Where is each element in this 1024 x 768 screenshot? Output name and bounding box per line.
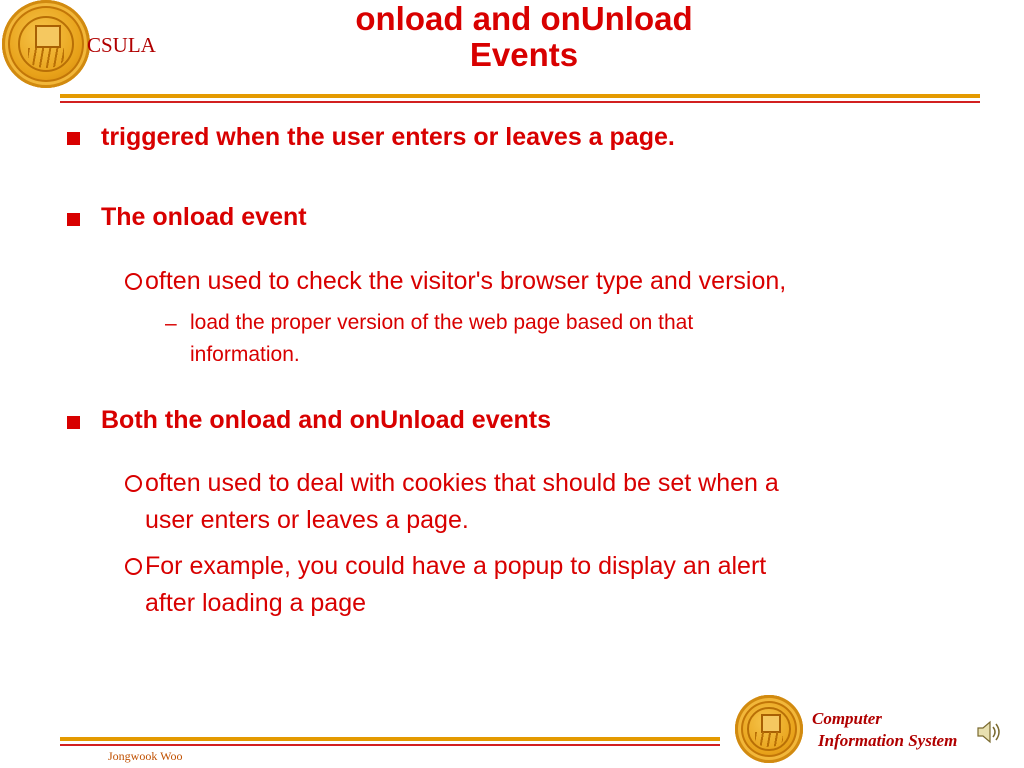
square-bullet-icon xyxy=(67,132,80,145)
speaker-icon[interactable] xyxy=(975,718,1003,746)
slide-title-line1: onload and onUnload xyxy=(355,0,693,37)
dash-bullet-icon: – xyxy=(165,312,177,335)
sub-bullet-popup-line1: For example, you could have a popup to display an alert xyxy=(145,552,767,580)
sub-bullet-popup-line2: after loading a page xyxy=(145,589,367,617)
author-name: Jongwook Woo xyxy=(108,749,183,763)
ring-bullet-icon xyxy=(125,273,142,290)
sub-sub-bullet-load-version xyxy=(190,307,693,371)
sub-sub-bullet-line1: load the proper version of the web page based on that xyxy=(190,311,694,334)
sub-bullet-cookies-line2: user enters or leaves a page. xyxy=(145,506,469,534)
square-bullet-icon xyxy=(67,213,80,226)
bullet-onload-event: The onload event xyxy=(101,203,307,231)
footer-rule-thin xyxy=(60,744,720,746)
square-bullet-icon xyxy=(67,416,80,429)
sub-bullet-browser-check: often used to check the visitor's browser type and version, xyxy=(145,267,787,295)
university-seal-icon xyxy=(735,695,803,763)
bullet-triggered: triggered when the user enters or leaves a page. xyxy=(101,123,675,151)
slide-title-line2: Events xyxy=(469,36,579,73)
university-seal-icon xyxy=(2,0,90,88)
ring-bullet-icon xyxy=(125,558,142,575)
ring-bullet-icon xyxy=(125,475,142,492)
department-line2: Information System xyxy=(818,731,958,750)
logo-text: CSULA xyxy=(87,33,156,57)
footer-rule xyxy=(60,737,720,741)
slide-title xyxy=(250,1,798,73)
sub-sub-bullet-line2: information. xyxy=(190,343,300,366)
sub-bullet-popup-example xyxy=(145,548,766,622)
department-name xyxy=(812,708,957,752)
department-line1: Computer xyxy=(812,709,882,728)
header-rule xyxy=(60,94,980,98)
header-rule-thin xyxy=(60,101,980,103)
bullet-both-events: Both the onload and onUnload events xyxy=(101,406,551,434)
sub-bullet-cookies xyxy=(145,465,779,539)
sub-bullet-cookies-line1: often used to deal with cookies that should be set when a xyxy=(145,469,779,497)
